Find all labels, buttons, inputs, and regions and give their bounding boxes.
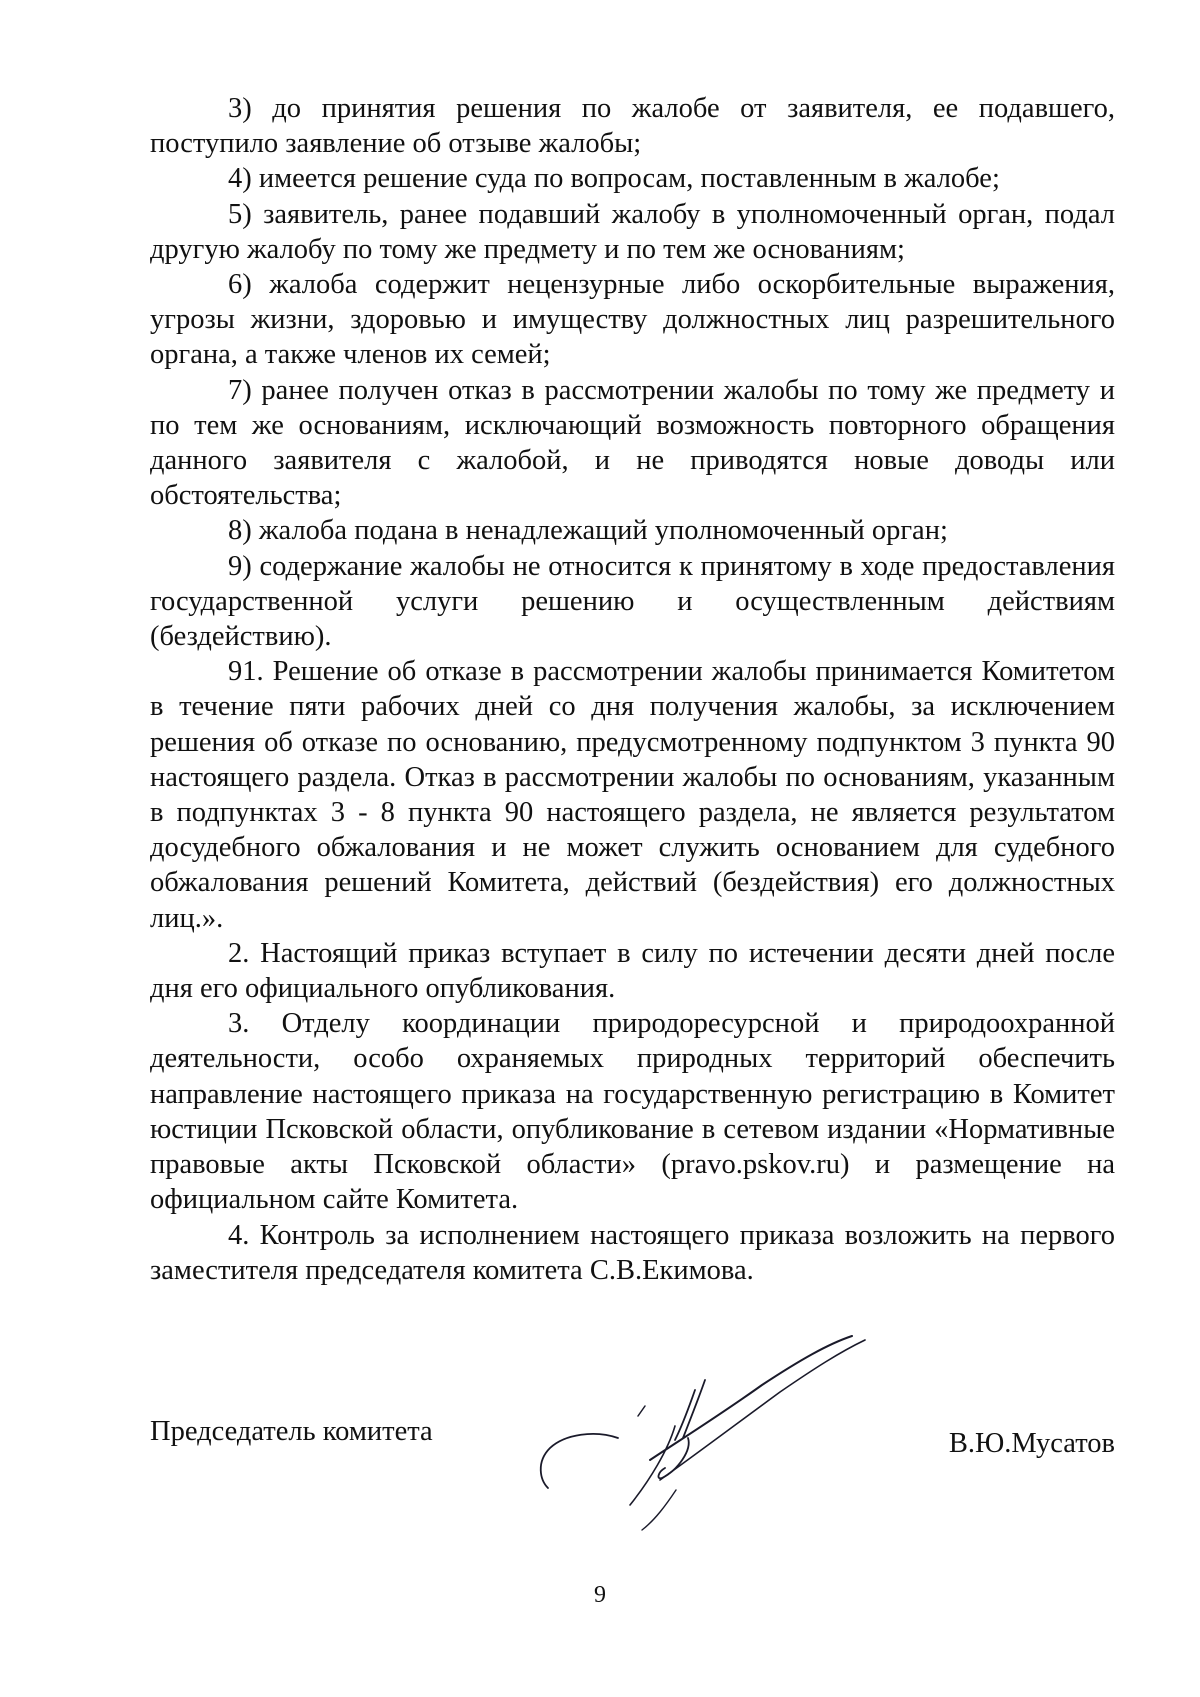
paragraph-item-9: 9) содержание жалобы не относится к принятому в ходе предоставления государственной услуги решению и осуществленным действиям (бездействию). bbox=[150, 550, 1115, 653]
paragraph-item-4: 4) имеется решение суда по вопросам, поставленным в жалобе; bbox=[228, 163, 1000, 195]
paragraph-item-6: 6) жалоба содержит нецензурные либо оскорбительные выражения, угрозы жизни, здоровью и имуществу должностных лиц разрешительного органа, а также членов их семей; bbox=[150, 269, 1115, 371]
document-body bbox=[150, 91, 1115, 1288]
signature-block bbox=[150, 1370, 1115, 1570]
paragraph-clause-3: 3. Отделу координации природоресурсной и природоохранной деятельности, особо охраняемых природных территорий обеспечить направление настоящего приказа на государственную регистрацию в Комитет юстиции Псковской области, опубликование в сетевом издании «Нормативные правовые акты Псковской области» (pravo.pskov.ru) и размещение на официальном сайте Комитета. bbox=[150, 1008, 1115, 1216]
handwritten-signature bbox=[480, 1330, 880, 1560]
paragraph-item-3: 3) до принятия решения по жалобе от заявителя, ее подавшего, поступило заявление об отзыве жалобы; bbox=[150, 93, 1115, 160]
paragraph-item-7: 7) ранее получен отказ в рассмотрении жалобы по тому же предмету и по тем же основаниям, исключающий возможность повторного обращения данного заявителя с жалобой, и не приводятся новые доводы или обстоятельства; bbox=[150, 374, 1115, 512]
signatory-name: В.Ю.Мусатов bbox=[948, 1428, 1115, 1459]
paragraph-item-5: 5) заявитель, ранее подавший жалобу в уполномоченный орган, подал другую жалобу по тому же предмету и по тем же основаниям; bbox=[150, 198, 1115, 265]
paragraph-clause-2: 2. Настоящий приказ вступает в силу по истечении десяти дней после дня его официального опубликования. bbox=[150, 937, 1115, 1005]
page-number: 9 bbox=[594, 1582, 606, 1608]
signatory-title: Председатель комитета bbox=[150, 1416, 433, 1447]
paragraph-91: 91. Решение об отказе в рассмотрении жалобы принимается Комитетом в течение пяти рабочих дней со дня получения жалобы, за исключением решения об отказе по основанию, предусмотренному подпунктом 3 пункта 90 настоящего раздела. Отказ в рассмотрении жалобы по основаниям, указанным в подпунктах 3 - 8 пункта 90 настоящего раздела, не является результатом досудебного обжалования и не может служить основанием для судебного обжалования решений Комитета, действий (бездействия) его должностных лиц.». bbox=[150, 656, 1115, 934]
paragraph-item-8: 8) жалоба подана в ненадлежащий уполномоченный орган; bbox=[228, 515, 948, 547]
paragraph-clause-4: 4. Контроль за исполнением настоящего приказа возложить на первого заместителя председателя комитета С.В.Екимова. bbox=[150, 1219, 1115, 1286]
